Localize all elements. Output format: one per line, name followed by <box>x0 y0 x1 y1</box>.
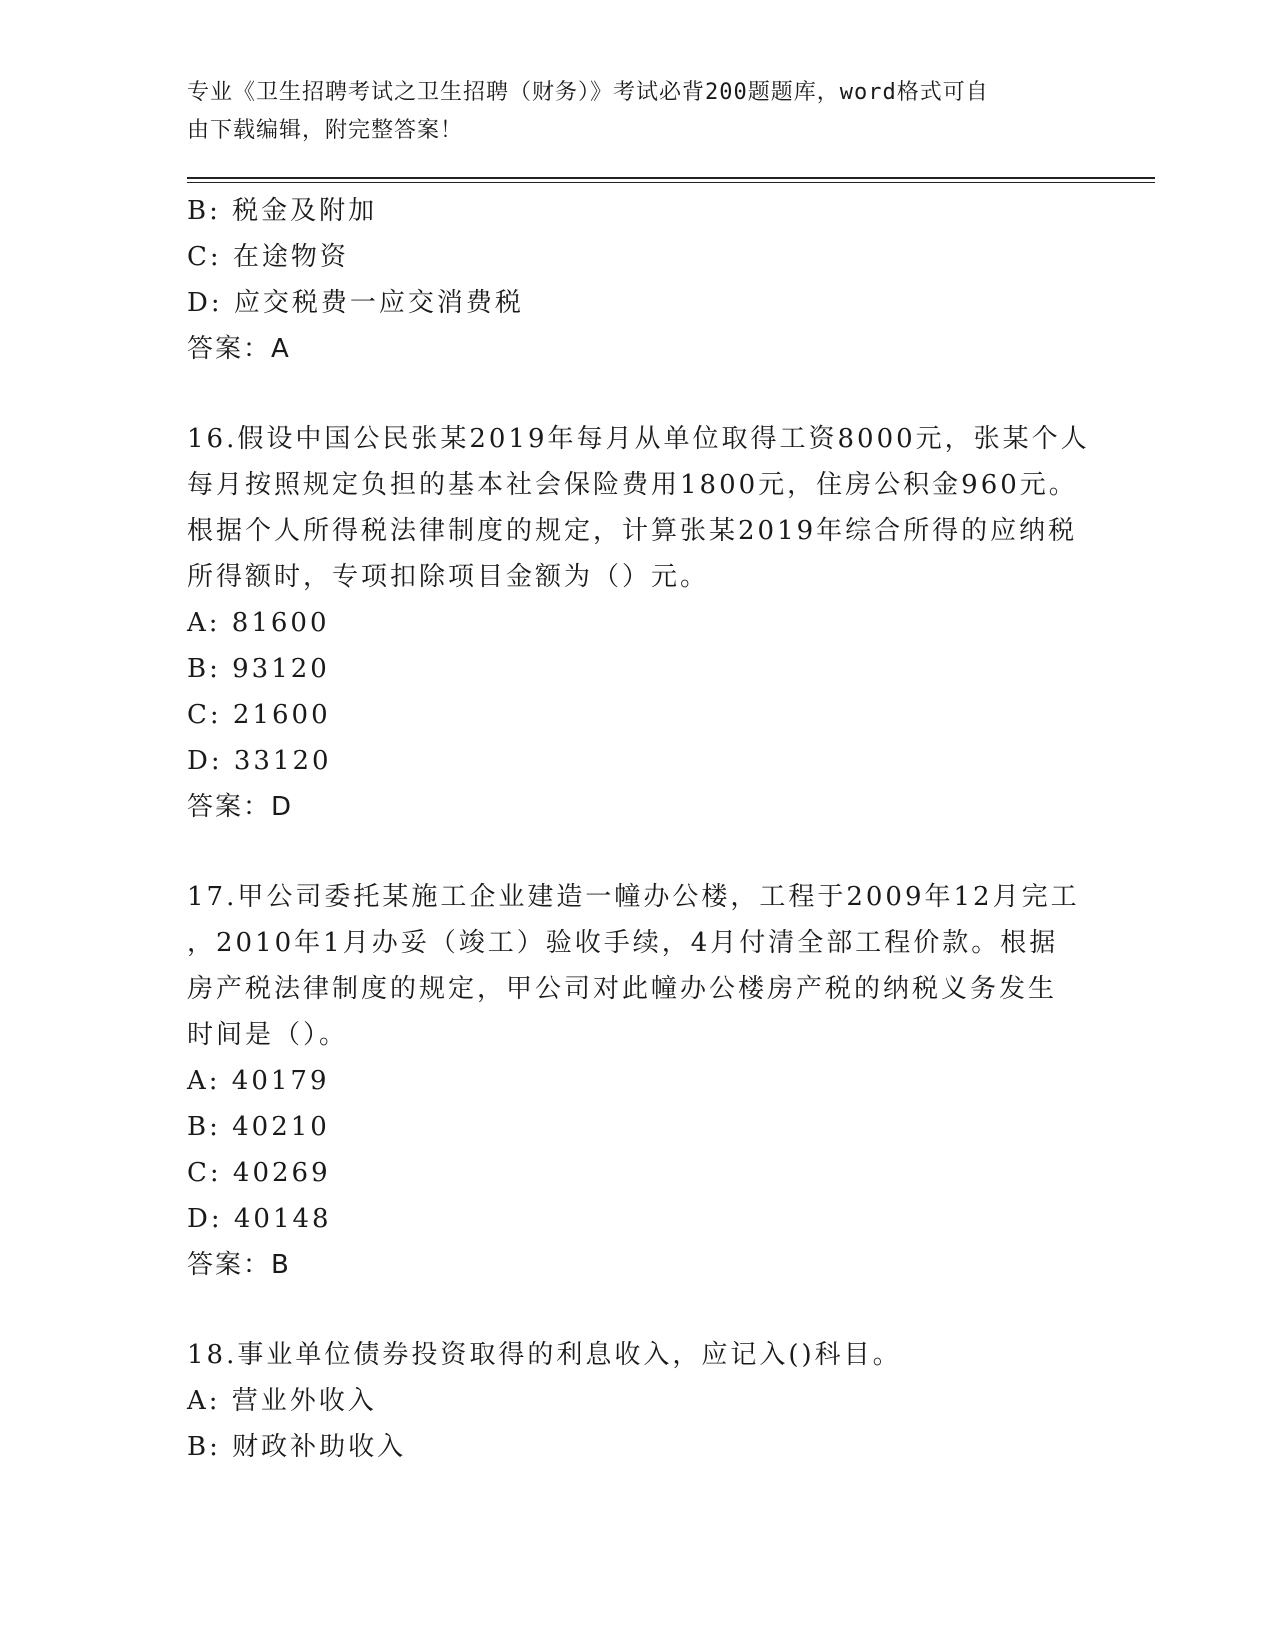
header-rule-thin <box>187 182 1155 183</box>
header-line-2: 由下载编辑，附完整答案！ <box>187 118 464 143</box>
answer-line: 答案：D <box>187 792 294 822</box>
question-17 <box>187 874 1087 1288</box>
question-content <box>187 188 1090 1470</box>
question-stem-line: 根据个人所得税法律制度的规定，计算张某2019年综合所得的应纳税 <box>187 516 1078 546</box>
header-rule-thick <box>187 177 1155 179</box>
question-stem-line: 18.事业单位债券投资取得的利息收入，应记入()科目。 <box>187 1340 902 1370</box>
question-18 <box>187 1332 1087 1470</box>
option-a: A: 营业外收入 <box>187 1386 377 1416</box>
question-16 <box>187 416 1090 830</box>
option-c: C: 40269 <box>187 1158 331 1188</box>
option-d: D: 应交税费一应交消费税 <box>187 288 524 318</box>
answer-line: 答案：A <box>187 334 291 364</box>
question-stem-line: 每月按照规定负担的基本社会保险费用1800元，住房公积金960元。 <box>187 470 1078 500</box>
option-b: B: 40210 <box>187 1112 330 1142</box>
question-stem-line: 时间是（）。 <box>187 1020 349 1050</box>
question-stem-line: 17.甲公司委托某施工企业建造一幢办公楼，工程于2009年12月完工 <box>187 882 1080 912</box>
option-b: B: 93120 <box>187 654 330 684</box>
document-header <box>187 74 1067 150</box>
answer-line: 答案：B <box>187 1250 291 1280</box>
option-c: C: 21600 <box>187 700 331 730</box>
question-stem-line: 房产税法律制度的规定，甲公司对此幢办公楼房产税的纳税义务发生 <box>187 974 1058 1004</box>
spacer <box>187 372 1087 416</box>
option-c: C: 在途物资 <box>187 242 349 272</box>
question-stem-line: 16.假设中国公民张某2019年每月从单位取得工资8000元，张某个人 <box>187 424 1090 454</box>
prev-question-block <box>187 188 1087 372</box>
question-stem-line: ，2010年1月办妥（竣工）验收手续，4月付清全部工程价款。根据 <box>187 928 1059 958</box>
option-d: D: 40148 <box>187 1204 332 1234</box>
header-line-1: 专业《卫生招聘考试之卫生招聘（财务）》考试必背200题题库，word格式可自 <box>187 80 989 105</box>
option-d: D: 33120 <box>187 746 332 776</box>
option-b: B: 财政补助收入 <box>187 1432 407 1462</box>
option-a: A: 40179 <box>187 1066 330 1096</box>
spacer <box>187 830 1087 874</box>
question-stem-line: 所得额时，专项扣除项目金额为（）元。 <box>187 562 710 592</box>
option-a: A: 81600 <box>187 608 330 638</box>
spacer <box>187 1288 1087 1332</box>
option-b: B: 税金及附加 <box>187 196 378 226</box>
